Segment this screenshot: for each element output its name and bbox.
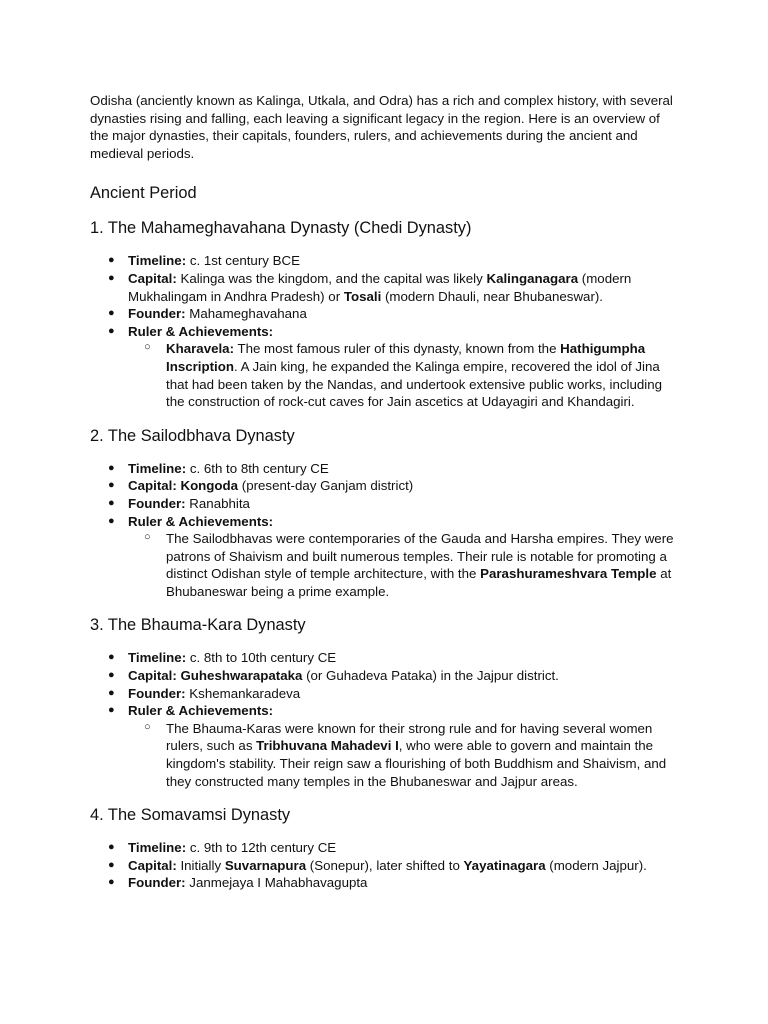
list-item: ● Timeline: c. 6th to 8th century CE — [108, 460, 329, 476]
list-item: ● Capital: Kongoda (present-day Ganjam district) — [108, 478, 414, 494]
dynasty-3-list — [90, 649, 680, 790]
bullet-circle: ○ — [144, 720, 151, 733]
period-heading: Ancient Period — [90, 184, 197, 203]
list-item: ● Founder: Janmejaya I Mahabhavagupta — [108, 875, 368, 891]
dynasty-2-heading: 2. The Sailodbhava Dynasty — [90, 426, 295, 445]
bullet-disc: ● — [108, 858, 115, 871]
dynasty-4-heading: 4. The Somavamsi Dynasty — [90, 806, 291, 825]
bullet-disc: ● — [108, 651, 115, 664]
sub-list-item: ○ The Bhauma-Karas were known for their strong rule and for having several women rulers, such as Tribhuvana Mahadevi I, who were able to govern and maintain the kingdom's stability. Their reign saw a flourishing of both Buddhism and Shaivism, and they constructed many temples in the Bhubaneswar and Jajpur areas. — [144, 720, 667, 789]
sub-list-item: ○ Kharavela: The most famous ruler of this dynasty, known from the Hathigumpha Inscription. A Jain king, he expanded the Kalinga empire, recovered the idol of Jina that had been taken by the Nandas, and undertook extensive public works, including the construction of rock-cut caves for Jain ascetics at Udayagiri and Khandagiri. — [144, 341, 663, 410]
sub-list — [128, 340, 680, 410]
list-item: ● Timeline: c. 1st century BCE — [108, 253, 300, 269]
list-item: ● Ruler & Achievements: ○ Kharavela: The most famous ruler of this dynasty, known from the Hathigumpha Inscription. A Jain king, he expanded the Kalinga empire, recovered the idol of Jina that had been taken by the Nandas, and undertook extensive public works, including the construction of rock-cut caves for Jain ascetics at Udayagiri and Khandagiri. — [90, 323, 680, 411]
sub-list — [128, 720, 680, 790]
sub-list-item: ○ The Sailodbhavas were contemporaries of the Gauda and Harsha empires. They were patrons of Shaivism and built numerous temples. Their rule is notable for promoting a distinct Odishan style of temple architecture, with the Parashurameshvara Temple at Bhubaneswar being a prime example. — [144, 531, 674, 599]
bullet-disc: ● — [108, 479, 115, 492]
dynasty-4-list — [90, 839, 680, 892]
list-item: ● Founder: Mahameghavahana — [108, 306, 307, 322]
bullet-disc: ● — [108, 254, 115, 267]
bullet-disc: ● — [108, 841, 115, 854]
list-item: ● Founder: Ranabhita — [108, 495, 250, 511]
dynasty-2-list — [90, 460, 680, 601]
bullet-disc: ● — [108, 876, 115, 889]
list-item: ● Capital: Initially Suvarnapura (Sonepur), later shifted to Yayatinagara (modern Jajpur). — [108, 857, 647, 873]
bullet-circle: ○ — [144, 531, 151, 544]
list-item: ● Capital: Guheshwarapataka (or Guhadeva Pataka) in the Jajpur district. — [108, 668, 559, 684]
list-item: ● Capital: Kalinga was the kingdom, and the capital was likely Kalinganagara (modern Mukhalingam in Andhra Pradesh) or Tosali (modern Dhauli, near Bhubaneswar). — [108, 270, 632, 304]
list-item: ● Timeline: c. 8th to 10th century CE — [108, 650, 337, 666]
list-item: ● Ruler & Achievements: ○ The Bhauma-Karas were known for their strong rule and for having several women rulers, such as Tribhuvana Mahadevi I, who were able to govern and maintain the kingdom's stability. Their reign saw a flourishing of both Buddhism and Shaivism, and they constructed many temples in the Bhubaneswar and Jajpur areas. — [90, 702, 680, 790]
dynasty-3-heading: 3. The Bhauma-Kara Dynasty — [90, 616, 306, 635]
bullet-disc: ● — [108, 496, 115, 509]
dynasty-1-list — [90, 252, 680, 410]
list-item: ● Ruler & Achievements: ○ The Sailodbhavas were contemporaries of the Gauda and Harsha empires. They were patrons of Shaivism and built numerous temples. Their rule is notable for promoting a distinct Odishan style of temple architecture, with the Parashurameshvara Temple at Bhubaneswar being a prime example. — [90, 513, 680, 601]
intro-paragraph: Odisha (anciently known as Kalinga, Utkala, and Odra) has a rich and complex history, with several dynasties rising and falling, each leaving a significant legacy in the region. Here is an overview of the major dynasties, their capitals, founders, rulers, and achievements during the ancient and medieval periods. — [90, 93, 673, 161]
document-page — [90, 92, 680, 892]
list-item: ● Founder: Kshemankaradeva — [108, 685, 301, 701]
bullet-disc: ● — [108, 669, 115, 682]
list-item: ● Timeline: c. 9th to 12th century CE — [108, 840, 337, 856]
dynasty-1-heading: 1. The Mahameghavahana Dynasty (Chedi Dynasty) — [90, 219, 472, 238]
bullet-disc: ● — [108, 324, 115, 337]
bullet-disc: ● — [108, 514, 115, 527]
bullet-circle: ○ — [144, 341, 151, 354]
bullet-disc: ● — [108, 686, 115, 699]
bullet-disc: ● — [108, 307, 115, 320]
bullet-disc: ● — [108, 461, 115, 474]
bullet-disc: ● — [108, 704, 115, 717]
bullet-disc: ● — [108, 271, 115, 284]
sub-list — [128, 530, 680, 600]
